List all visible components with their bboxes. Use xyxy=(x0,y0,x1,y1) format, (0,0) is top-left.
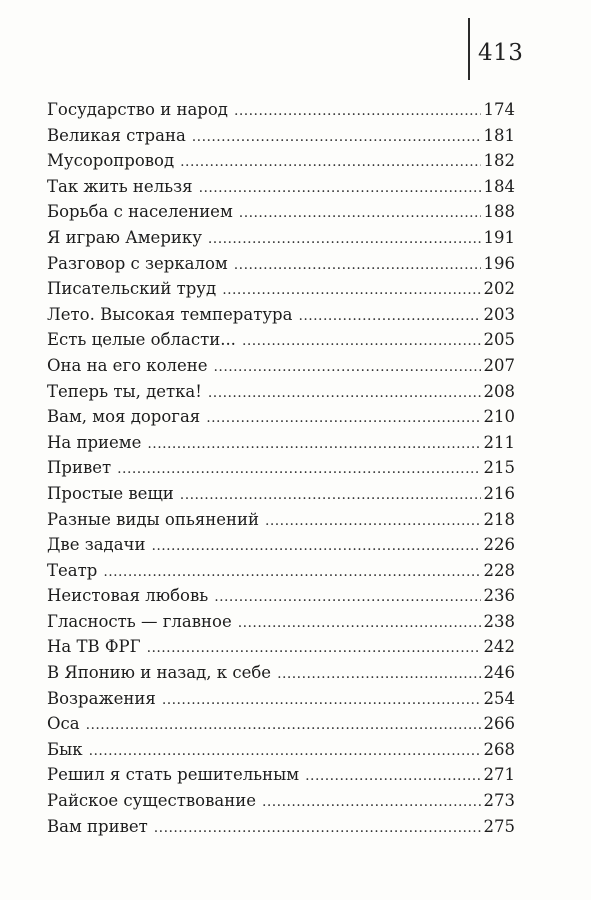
toc-entry xyxy=(47,202,515,228)
toc-entry-title: Неистовая любовь xyxy=(47,586,209,606)
table-of-contents xyxy=(47,100,515,842)
toc-dot-leader xyxy=(242,333,481,349)
toc-dot-leader xyxy=(147,436,481,452)
toc-dot-leader xyxy=(206,410,481,426)
toc-entry-title: Государство и народ xyxy=(47,100,228,119)
toc-dot-leader xyxy=(234,257,481,273)
toc-entry xyxy=(47,510,515,536)
toc-entry-page: 246 xyxy=(483,663,515,683)
toc-entry-title: Мусоропровод xyxy=(47,151,175,171)
toc-dot-leader xyxy=(214,589,481,605)
toc-dot-leader xyxy=(162,692,481,708)
toc-dot-leader xyxy=(180,154,481,170)
toc-entry-title: Разные виды опьянений xyxy=(47,509,259,529)
toc-dot-leader xyxy=(208,385,481,401)
page-number-rule xyxy=(468,18,470,80)
toc-entry xyxy=(47,228,515,254)
toc-dot-leader xyxy=(214,359,481,375)
toc-entry xyxy=(47,356,515,382)
toc-entry xyxy=(47,535,515,561)
toc-entry-title: Привет xyxy=(47,458,112,478)
toc-entry-page: 181 xyxy=(483,125,515,145)
toc-dot-leader xyxy=(277,666,481,682)
toc-entry xyxy=(47,765,515,791)
toc-entry xyxy=(47,740,515,766)
toc-entry-title: Есть целые области... xyxy=(47,330,236,350)
toc-entry-page: 216 xyxy=(483,483,515,503)
toc-entry-title: В Японию и назад, к себе xyxy=(47,663,272,683)
toc-entry-page: 218 xyxy=(483,509,515,529)
toc-entry-title: Великая страна xyxy=(47,125,186,145)
toc-entry xyxy=(47,330,515,356)
toc-entry-page: 236 xyxy=(483,586,515,606)
page-number: 413 xyxy=(478,40,524,66)
toc-entry-title: Писательский труд xyxy=(47,279,217,299)
toc-dot-leader xyxy=(154,820,481,836)
toc-entry-page: 174 xyxy=(483,100,515,119)
toc-entry xyxy=(47,689,515,715)
toc-entry-page: 210 xyxy=(483,407,515,427)
toc-entry-page: 184 xyxy=(483,176,515,196)
toc-dot-leader xyxy=(239,205,481,221)
toc-entry-page: 205 xyxy=(483,330,515,350)
toc-entry xyxy=(47,305,515,331)
toc-entry-title: Теперь ты, детка! xyxy=(47,381,202,401)
toc-entry-page: 268 xyxy=(483,739,515,759)
toc-entry-page: 238 xyxy=(483,611,515,631)
toc-entry-page: 228 xyxy=(483,560,515,580)
toc-entry-page: 273 xyxy=(483,791,515,811)
toc-entry-page: 207 xyxy=(483,355,515,375)
toc-entry xyxy=(47,561,515,587)
toc-entry xyxy=(47,407,515,433)
toc-entry-title: Возражения xyxy=(47,688,156,708)
toc-dot-leader xyxy=(199,180,481,196)
toc-dot-leader xyxy=(147,640,481,656)
toc-entry-page: 226 xyxy=(483,535,515,555)
toc-dot-leader xyxy=(103,564,481,580)
toc-entry-title: Оса xyxy=(47,714,80,734)
toc-dot-leader xyxy=(89,743,481,759)
toc-dot-leader xyxy=(222,282,481,298)
toc-entry-page: 242 xyxy=(483,637,515,657)
toc-dot-leader xyxy=(208,231,481,247)
toc-entry xyxy=(47,126,515,152)
toc-dot-leader xyxy=(234,103,481,119)
toc-entry-title: Лето. Высокая температура xyxy=(47,304,293,324)
toc-entry-title: На ТВ ФРГ xyxy=(47,637,141,657)
toc-entry-page: 271 xyxy=(483,765,515,785)
toc-entry-title: Вам привет xyxy=(47,816,148,836)
toc-dot-leader xyxy=(151,538,481,554)
toc-entry-title: Разговор с зеркалом xyxy=(47,253,228,273)
toc-dot-leader xyxy=(305,768,481,784)
toc-entry-title: Две задачи xyxy=(47,535,146,555)
toc-dot-leader xyxy=(238,615,481,631)
toc-entry-page: 191 xyxy=(483,227,515,247)
toc-entry xyxy=(47,612,515,638)
toc-entry-title: На приеме xyxy=(47,432,142,452)
toc-dot-leader xyxy=(265,513,481,529)
toc-entry-page: 196 xyxy=(483,253,515,273)
toc-entry-title: Так жить нельзя xyxy=(47,176,193,196)
toc-entry xyxy=(47,817,515,843)
toc-entry xyxy=(47,791,515,817)
toc-entry-page: 208 xyxy=(483,381,515,401)
toc-entry xyxy=(47,279,515,305)
toc-dot-leader xyxy=(262,794,481,810)
toc-entry xyxy=(47,382,515,408)
toc-entry-page: 202 xyxy=(483,279,515,299)
toc-entry xyxy=(47,714,515,740)
toc-entry-title: Решил я стать решительным xyxy=(47,765,300,785)
toc-entry xyxy=(47,637,515,663)
toc-dot-leader xyxy=(192,129,481,145)
toc-entry-title: Райское существование xyxy=(47,791,256,811)
toc-entry xyxy=(47,586,515,612)
toc-entry-page: 254 xyxy=(483,688,515,708)
toc-entry xyxy=(47,484,515,510)
toc-entry-page: 275 xyxy=(483,816,515,836)
toc-dot-leader xyxy=(180,487,481,503)
toc-entry xyxy=(47,458,515,484)
toc-entry xyxy=(47,663,515,689)
toc-entry xyxy=(47,100,515,126)
toc-entry-title: Она на его колене xyxy=(47,355,208,375)
toc-entry-title: Простые вещи xyxy=(47,483,174,503)
toc-entry-title: Театр xyxy=(47,560,98,580)
toc-entry-title: Бык xyxy=(47,739,83,759)
toc-entry-title: Гласность — главное xyxy=(47,611,232,631)
toc-entry xyxy=(47,254,515,280)
toc-entry xyxy=(47,177,515,203)
toc-entry-title: Я играю Америку xyxy=(47,227,202,247)
toc-entry-page: 211 xyxy=(483,432,515,452)
toc-entry-page: 215 xyxy=(483,458,515,478)
toc-entry xyxy=(47,151,515,177)
toc-entry-title: Вам, моя дорогая xyxy=(47,407,201,427)
toc-dot-leader xyxy=(298,308,481,324)
toc-dot-leader xyxy=(86,717,481,733)
toc-entry-page: 266 xyxy=(483,714,515,734)
toc-entry-page: 182 xyxy=(483,151,515,171)
toc-entry-page: 188 xyxy=(483,202,515,222)
toc-entry-page: 203 xyxy=(483,304,515,324)
toc-entry-title: Борьба с населением xyxy=(47,202,233,222)
toc-entry xyxy=(47,433,515,459)
toc-dot-leader xyxy=(117,461,481,477)
